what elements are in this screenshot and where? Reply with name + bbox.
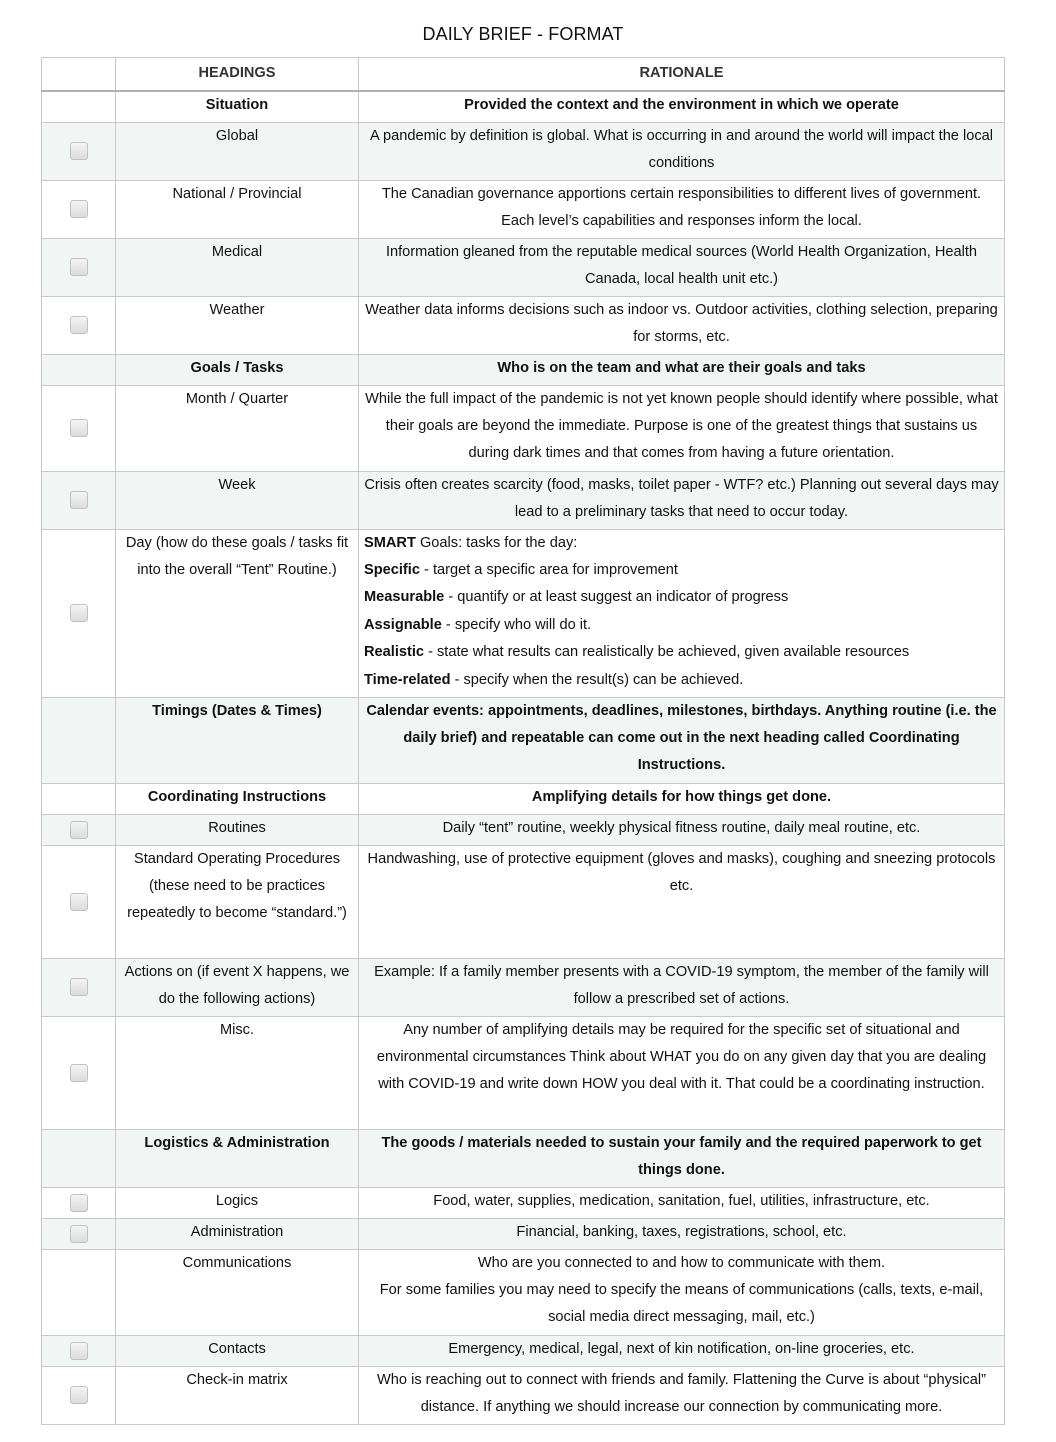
headings-column-header: HEADINGS — [116, 58, 359, 92]
row-heading: Contacts — [116, 1335, 359, 1366]
smart-line: Time-related - specify when the result(s) can be achieved. — [364, 671, 744, 688]
national-provincial-checkbox[interactable] — [70, 200, 88, 218]
row-heading: Misc. — [116, 1016, 359, 1129]
table-row — [42, 296, 1005, 354]
check-in-matrix-checkbox[interactable] — [70, 1386, 88, 1404]
smart-line: SMART Goals: tasks for the day: — [364, 534, 578, 551]
sop-checkbox[interactable] — [70, 893, 88, 911]
table-row — [42, 1366, 1005, 1424]
checkbox-cell — [42, 1335, 116, 1366]
checkbox-cell — [42, 471, 116, 529]
row-heading: Actions on (if event X happens, we do the following actions) — [116, 958, 359, 1016]
routines-checkbox[interactable] — [70, 821, 88, 839]
administration-checkbox[interactable] — [70, 1225, 88, 1243]
page-title: DAILY BRIEF - FORMAT — [422, 24, 624, 44]
row-rationale: Example: If a family member presents with a COVID-19 symptom, the member of the family will follow a prescribed set of actions. — [359, 958, 1005, 1016]
communications-line: For some families you may need to specify the means of communications (calls, texts, e-mail, social media direct messaging, mail, etc.) — [379, 1281, 984, 1326]
table-row — [42, 529, 1005, 697]
contacts-checkbox[interactable] — [70, 1342, 88, 1360]
row-heading: Day (how do these goals / tasks fit into the overall “Tent” Routine.) — [116, 529, 359, 697]
row-rationale: Daily “tent” routine, weekly physical fitness routine, daily meal routine, etc. — [359, 814, 1005, 845]
checkbox-cell — [42, 814, 116, 845]
week-checkbox[interactable] — [70, 491, 88, 509]
row-heading: Routines — [116, 814, 359, 845]
row-heading: Logics — [116, 1187, 359, 1218]
checkbox-column-header — [42, 58, 116, 92]
table-row — [42, 1218, 1005, 1249]
section-rationale: Calendar events: appointments, deadlines, milestones, birthdays. Anything routine (i.e. the daily brief) and repeatable can come out in the next heading called Coordinating Instructions. — [359, 697, 1005, 783]
checkbox-cell — [42, 1016, 116, 1129]
column-header-row — [42, 58, 1005, 92]
row-rationale: A pandemic by definition is global. What is occurring in and around the world will impact the local conditions — [359, 122, 1005, 180]
table-row — [42, 958, 1005, 1016]
row-heading: Month / Quarter — [116, 385, 359, 471]
checkbox-cell — [42, 91, 116, 122]
misc-checkbox[interactable] — [70, 1064, 88, 1082]
section-heading: Timings (Dates & Times) — [116, 697, 359, 783]
row-heading: Check-in matrix — [116, 1366, 359, 1424]
rationale-column-header: RATIONALE — [359, 58, 1005, 92]
row-rationale: Emergency, medical, legal, next of kin notification, on-line groceries, etc. — [359, 1335, 1005, 1366]
row-heading: Global — [116, 122, 359, 180]
section-row-coordinating-instructions — [42, 783, 1005, 814]
checkbox-cell — [42, 385, 116, 471]
section-heading: Goals / Tasks — [116, 354, 359, 385]
checkbox-cell — [42, 1218, 116, 1249]
section-rationale: Who is on the team and what are their goals and taks — [359, 354, 1005, 385]
row-rationale — [359, 1249, 1005, 1335]
day-checkbox[interactable] — [70, 604, 88, 622]
table-row — [42, 1187, 1005, 1218]
checkbox-cell — [42, 1249, 116, 1335]
actions-on-checkbox[interactable] — [70, 978, 88, 996]
section-row-timings — [42, 697, 1005, 783]
communications-line: Who are you connected to and how to communicate with them. — [477, 1254, 886, 1271]
checkbox-cell — [42, 1129, 116, 1187]
checkbox-cell — [42, 783, 116, 814]
row-heading: Weather — [116, 296, 359, 354]
checkbox-cell — [42, 354, 116, 385]
table-row — [42, 1335, 1005, 1366]
table-row — [42, 845, 1005, 958]
daily-brief-table — [41, 57, 1005, 1425]
section-rationale: Provided the context and the environment in which we operate — [359, 91, 1005, 122]
smart-goals-cell — [359, 529, 1005, 697]
checkbox-cell — [42, 238, 116, 296]
row-heading: Administration — [116, 1218, 359, 1249]
smart-line: Realistic - state what results can realistically be achieved, given available resources — [364, 644, 910, 661]
section-row-goals-tasks — [42, 354, 1005, 385]
section-row-logistics-administration — [42, 1129, 1005, 1187]
table-row — [42, 238, 1005, 296]
table-row — [42, 814, 1005, 845]
checkbox-cell — [42, 845, 116, 958]
table-row — [42, 122, 1005, 180]
row-heading: National / Provincial — [116, 180, 359, 238]
table-row — [42, 1016, 1005, 1129]
row-rationale: The Canadian governance apportions certain responsibilities to different lives of government. Each level’s capabilities and responses inform the local. — [359, 180, 1005, 238]
checkbox-cell — [42, 296, 116, 354]
row-heading: Communications — [116, 1249, 359, 1335]
row-heading: Standard Operating Procedures (these need to be practices repeatedly to become “standard.”) — [116, 845, 359, 958]
row-rationale: Financial, banking, taxes, registrations, school, etc. — [359, 1218, 1005, 1249]
table-row — [42, 385, 1005, 471]
table-row — [42, 1249, 1005, 1335]
checkbox-cell — [42, 180, 116, 238]
checkbox-cell — [42, 697, 116, 783]
checkbox-cell — [42, 122, 116, 180]
section-rationale: Amplifying details for how things get done. — [359, 783, 1005, 814]
row-rationale: Crisis often creates scarcity (food, masks, toilet paper - WTF? etc.) Planning out several days may lead to a preliminary tasks that need to occur today. — [359, 471, 1005, 529]
month-quarter-checkbox[interactable] — [70, 419, 88, 437]
global-checkbox[interactable] — [70, 142, 88, 160]
row-rationale: Any number of amplifying details may be required for the specific set of situational and environmental circumstances Think about WHAT you do on any given day that you are dealing with COVID-19 and write down HOW you deal with it. That could be a coordinating instruction. — [359, 1016, 1005, 1129]
section-heading: Coordinating Instructions — [116, 783, 359, 814]
table-row — [42, 471, 1005, 529]
table-row — [42, 180, 1005, 238]
row-heading: Week — [116, 471, 359, 529]
medical-checkbox[interactable] — [70, 258, 88, 276]
row-rationale: Weather data informs decisions such as indoor vs. Outdoor activities, clothing selection, preparing for storms, etc. — [359, 296, 1005, 354]
row-rationale: While the full impact of the pandemic is not yet known people should identify where possible, what their goals are beyond the immediate. Purpose is one of the greatest things that sustains us during dark times and that comes from having a future orientation. — [359, 385, 1005, 471]
section-row-situation — [42, 91, 1005, 122]
checkbox-cell — [42, 1187, 116, 1218]
checkbox-cell — [42, 529, 116, 697]
smart-line: Measurable - quantify or at least suggest an indicator of progress — [364, 589, 789, 606]
logics-checkbox[interactable] — [70, 1194, 88, 1212]
row-rationale: Information gleaned from the reputable medical sources (World Health Organization, Health Canada, local health unit etc.) — [359, 238, 1005, 296]
checkbox-cell — [42, 1366, 116, 1424]
row-rationale: Handwashing, use of protective equipment (gloves and masks), coughing and sneezing protocols etc. — [359, 845, 1005, 958]
row-rationale: Who is reaching out to connect with friends and family. Flattening the Curve is about “physical” distance. If anything we should increase our connection by communicating more. — [359, 1366, 1005, 1424]
section-rationale: The goods / materials needed to sustain your family and the required paperwork to get things done. — [359, 1129, 1005, 1187]
row-rationale: Food, water, supplies, medication, sanitation, fuel, utilities, infrastructure, etc. — [359, 1187, 1005, 1218]
smart-line: Assignable - specify who will do it. — [364, 616, 592, 633]
row-heading: Medical — [116, 238, 359, 296]
section-heading: Logistics & Administration — [116, 1129, 359, 1187]
weather-checkbox[interactable] — [70, 316, 88, 334]
section-heading: Situation — [116, 91, 359, 122]
smart-line: Specific - target a specific area for improvement — [364, 561, 678, 578]
checkbox-cell — [42, 958, 116, 1016]
